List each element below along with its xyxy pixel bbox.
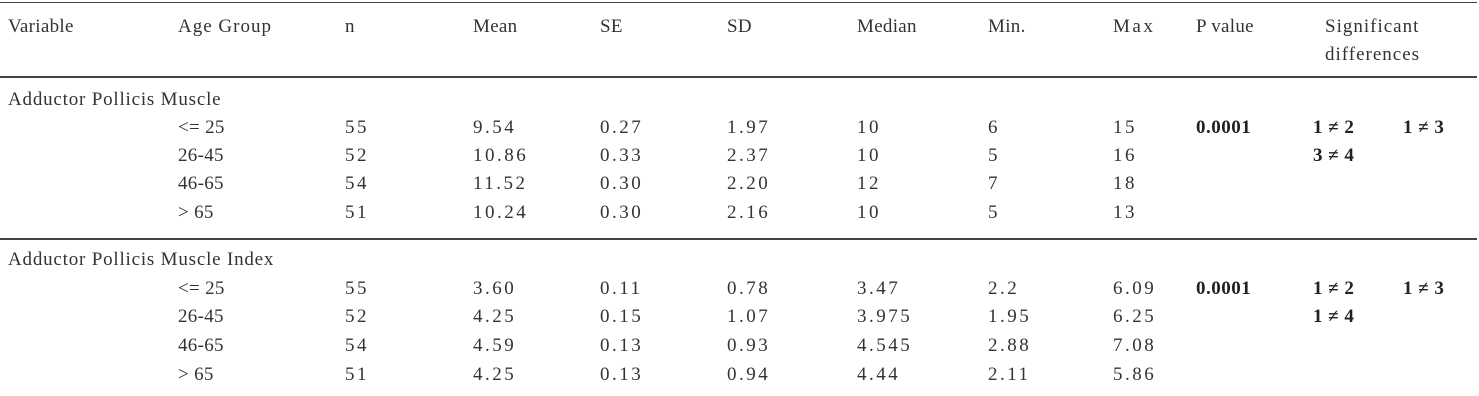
cell-se: 0.11: [600, 278, 643, 299]
cell-age: 26-45: [178, 306, 224, 327]
cell-age: > 65: [178, 202, 214, 223]
cell-median: 4.44: [857, 364, 901, 385]
cell-median: 10: [857, 117, 881, 138]
cell-se: 0.30: [600, 202, 644, 223]
cell-age: 46-65: [178, 335, 224, 356]
cell-se: 0.30: [600, 173, 644, 194]
section-title: Adductor Pollicis Muscle: [8, 89, 222, 110]
cell-median: 10: [857, 202, 881, 223]
cell-min: 7: [988, 173, 1000, 194]
cell-n: 51: [345, 364, 369, 385]
cell-sd: 1.07: [727, 306, 771, 327]
difference: 1 ≠ 3: [1403, 278, 1445, 299]
cell-min: 1.95: [988, 306, 1032, 327]
cell-max: 7.08: [1113, 335, 1157, 356]
difference: 1 ≠ 2: [1313, 117, 1355, 138]
header-sd: SD: [727, 16, 752, 37]
cell-median: 3.975: [857, 306, 913, 327]
cell-mean: 11.52: [473, 173, 528, 194]
cell-mean: 4.25: [473, 306, 517, 327]
cell-median: 10: [857, 145, 881, 166]
cell-age: 26-45: [178, 145, 224, 166]
cell-n: 54: [345, 173, 369, 194]
header-rule: [0, 76, 1477, 78]
header-p-value: P value: [1196, 16, 1254, 37]
cell-sd: 2.37: [727, 145, 771, 166]
header-significant: Significant: [1325, 16, 1420, 37]
cell-median: 12: [857, 173, 881, 194]
cell-min: 2.88: [988, 335, 1032, 356]
header-mean: Mean: [473, 16, 518, 37]
cell-max: 16: [1113, 145, 1137, 166]
cell-sd: 2.16: [727, 202, 771, 223]
cell-se: 0.13: [600, 335, 644, 356]
cell-se: 0.27: [600, 117, 644, 138]
cell-min: 2.11: [988, 364, 1031, 385]
top-rule: [0, 2, 1477, 3]
cell-max: 15: [1113, 117, 1137, 138]
difference: 1 ≠ 3: [1403, 117, 1445, 138]
cell-sd: 0.94: [727, 364, 771, 385]
cell-mean: 4.25: [473, 364, 517, 385]
difference: 1 ≠ 4: [1313, 306, 1355, 327]
p-value: 0.0001: [1196, 117, 1252, 138]
difference: 1 ≠ 2: [1313, 278, 1355, 299]
cell-min: 5: [988, 202, 1000, 223]
cell-n: 54: [345, 335, 369, 356]
cell-se: 0.13: [600, 364, 644, 385]
cell-min: 2.2: [988, 278, 1020, 299]
cell-min: 6: [988, 117, 1000, 138]
cell-n: 55: [345, 278, 369, 299]
cell-min: 5: [988, 145, 1000, 166]
p-value: 0.0001: [1196, 278, 1252, 299]
difference: 3 ≠ 4: [1313, 145, 1355, 166]
cell-median: 4.545: [857, 335, 913, 356]
cell-mean: 10.86: [473, 145, 529, 166]
section-divider: [0, 238, 1477, 240]
cell-n: 51: [345, 202, 369, 223]
cell-max: 13: [1113, 202, 1137, 223]
cell-max: 5.86: [1113, 364, 1157, 385]
header-variable: Variable: [8, 16, 74, 37]
cell-age: <= 25: [178, 117, 225, 138]
cell-max: 6.09: [1113, 278, 1157, 299]
cell-n: 55: [345, 117, 369, 138]
header-min: Min.: [988, 16, 1026, 37]
cell-age: > 65: [178, 364, 214, 385]
cell-sd: 0.93: [727, 335, 771, 356]
cell-mean: 9.54: [473, 117, 517, 138]
cell-mean: 3.60: [473, 278, 517, 299]
cell-se: 0.15: [600, 306, 644, 327]
header-max: Max: [1113, 16, 1156, 37]
cell-mean: 4.59: [473, 335, 517, 356]
cell-n: 52: [345, 145, 369, 166]
cell-age: 46-65: [178, 173, 224, 194]
header-age-group: Age Group: [178, 16, 272, 37]
cell-mean: 10.24: [473, 202, 529, 223]
cell-max: 6.25: [1113, 306, 1157, 327]
header-n: n: [345, 16, 355, 37]
cell-sd: 0.78: [727, 278, 771, 299]
cell-se: 0.33: [600, 145, 644, 166]
cell-sd: 1.97: [727, 117, 771, 138]
cell-age: <= 25: [178, 278, 225, 299]
header-se: SE: [600, 16, 623, 37]
header-median: Median: [857, 16, 917, 37]
cell-median: 3.47: [857, 278, 901, 299]
cell-sd: 2.20: [727, 173, 771, 194]
section-title: Adductor Pollicis Muscle Index: [8, 249, 275, 270]
cell-n: 52: [345, 306, 369, 327]
header-differences: differences: [1325, 44, 1421, 65]
cell-max: 18: [1113, 173, 1137, 194]
